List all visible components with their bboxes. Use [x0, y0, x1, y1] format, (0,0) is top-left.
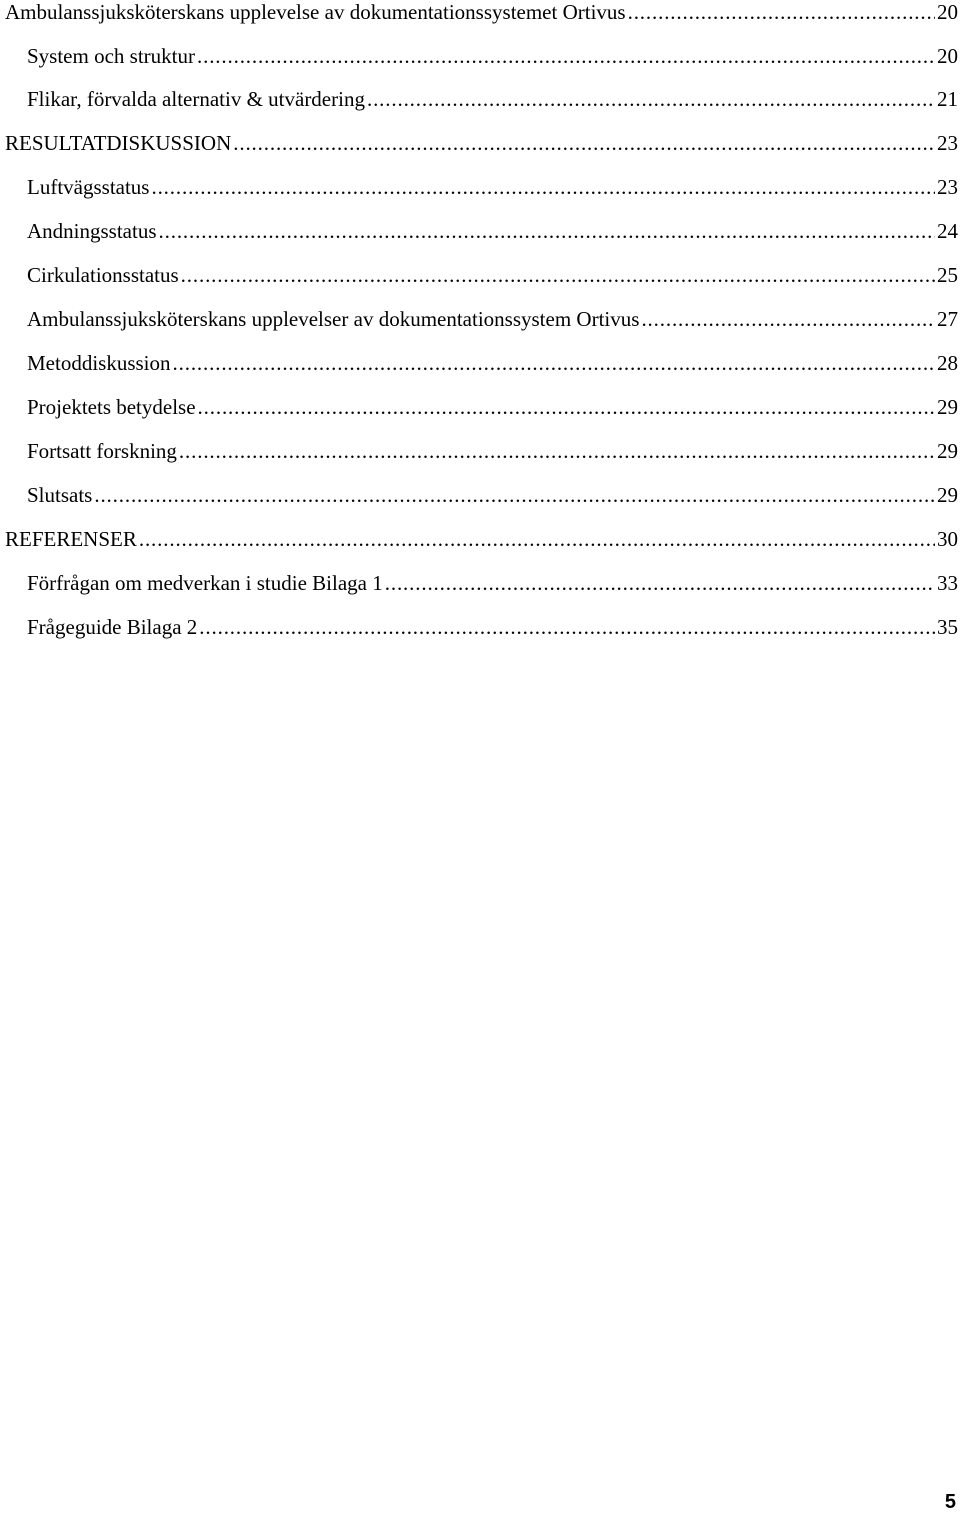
toc-entry-title: Ambulanssjuksköterskans upplevelse av dokumentationssystemet Ortivus	[5, 0, 626, 24]
toc-entry-page: 25	[937, 263, 958, 287]
toc-dot-leader	[233, 128, 935, 158]
toc-entry-title: Metoddiskussion	[27, 351, 171, 375]
toc-entry-page: 20	[937, 0, 958, 24]
toc-entry-title: Andningsstatus	[27, 219, 157, 243]
toc-entry[interactable]	[0, 348, 960, 378]
toc-dot-leader	[94, 480, 935, 510]
toc-dot-leader	[367, 84, 935, 114]
toc-dot-leader	[159, 216, 935, 246]
toc-dot-leader	[198, 392, 935, 422]
toc-entry-page: 24	[937, 219, 958, 243]
toc-entry-page: 33	[937, 571, 958, 595]
toc-entry-title: Flikar, förvalda alternativ & utvärdering	[27, 87, 365, 111]
toc-entry-title: Projektets betydelse	[27, 395, 196, 419]
toc-entry[interactable]	[0, 172, 960, 202]
toc-dot-leader	[197, 41, 935, 71]
toc-dot-leader	[179, 436, 935, 466]
toc-entry-title: Ambulanssjuksköterskans upplevelser av dokumentationssystem Ortivus	[27, 307, 640, 331]
toc-entry[interactable]	[0, 612, 960, 642]
toc-entry[interactable]	[0, 0, 960, 27]
toc-entry-title: Slutsats	[27, 483, 93, 507]
toc-entry-page: 29	[937, 439, 958, 463]
toc-entry[interactable]	[0, 41, 960, 71]
toc-entry[interactable]	[0, 524, 960, 554]
toc-entry-page: 35	[937, 615, 958, 639]
toc-entry[interactable]	[0, 480, 960, 510]
toc-dot-leader	[385, 568, 935, 598]
toc-entry-title: Cirkulationsstatus	[27, 263, 179, 287]
toc-entry[interactable]	[0, 84, 960, 114]
toc-entry-title: Frågeguide Bilaga 2	[27, 615, 198, 639]
toc-entry-title: REFERENSER	[5, 527, 137, 551]
toc-entry[interactable]	[0, 436, 960, 466]
toc-entry-page: 29	[937, 395, 958, 419]
toc-entry-title: Fortsatt forskning	[27, 439, 177, 463]
toc-entry-page: 27	[937, 307, 958, 331]
toc-entry[interactable]	[0, 128, 960, 158]
toc-entry-title: Förfrågan om medverkan i studie Bilaga 1	[27, 571, 383, 595]
toc-entry[interactable]	[0, 216, 960, 246]
page-number: 5	[944, 1491, 956, 1513]
toc-dot-leader	[181, 260, 935, 290]
toc-entry-page: 29	[937, 483, 958, 507]
toc-entry-page: 20	[937, 44, 958, 68]
toc-entry-page: 30	[937, 527, 958, 551]
toc-dot-leader	[173, 348, 935, 378]
toc-entry[interactable]	[0, 304, 960, 334]
toc-entry[interactable]	[0, 392, 960, 422]
toc-entry-page: 21	[937, 87, 958, 111]
toc-entry[interactable]	[0, 568, 960, 598]
toc-entry-page: 23	[937, 131, 958, 155]
toc-entry-page: 28	[937, 351, 958, 375]
toc-dot-leader	[628, 0, 935, 27]
toc-entry-title: RESULTATDISKUSSION	[5, 131, 232, 155]
toc-dot-leader	[151, 172, 935, 202]
toc-entry-title: Luftvägsstatus	[27, 175, 150, 199]
toc-entry-title: System och struktur	[27, 44, 195, 68]
toc-entry-page: 23	[937, 175, 958, 199]
toc-dot-leader	[139, 524, 935, 554]
toc-dot-leader	[199, 612, 935, 642]
toc-dot-leader	[641, 304, 935, 334]
toc-entry[interactable]	[0, 260, 960, 290]
